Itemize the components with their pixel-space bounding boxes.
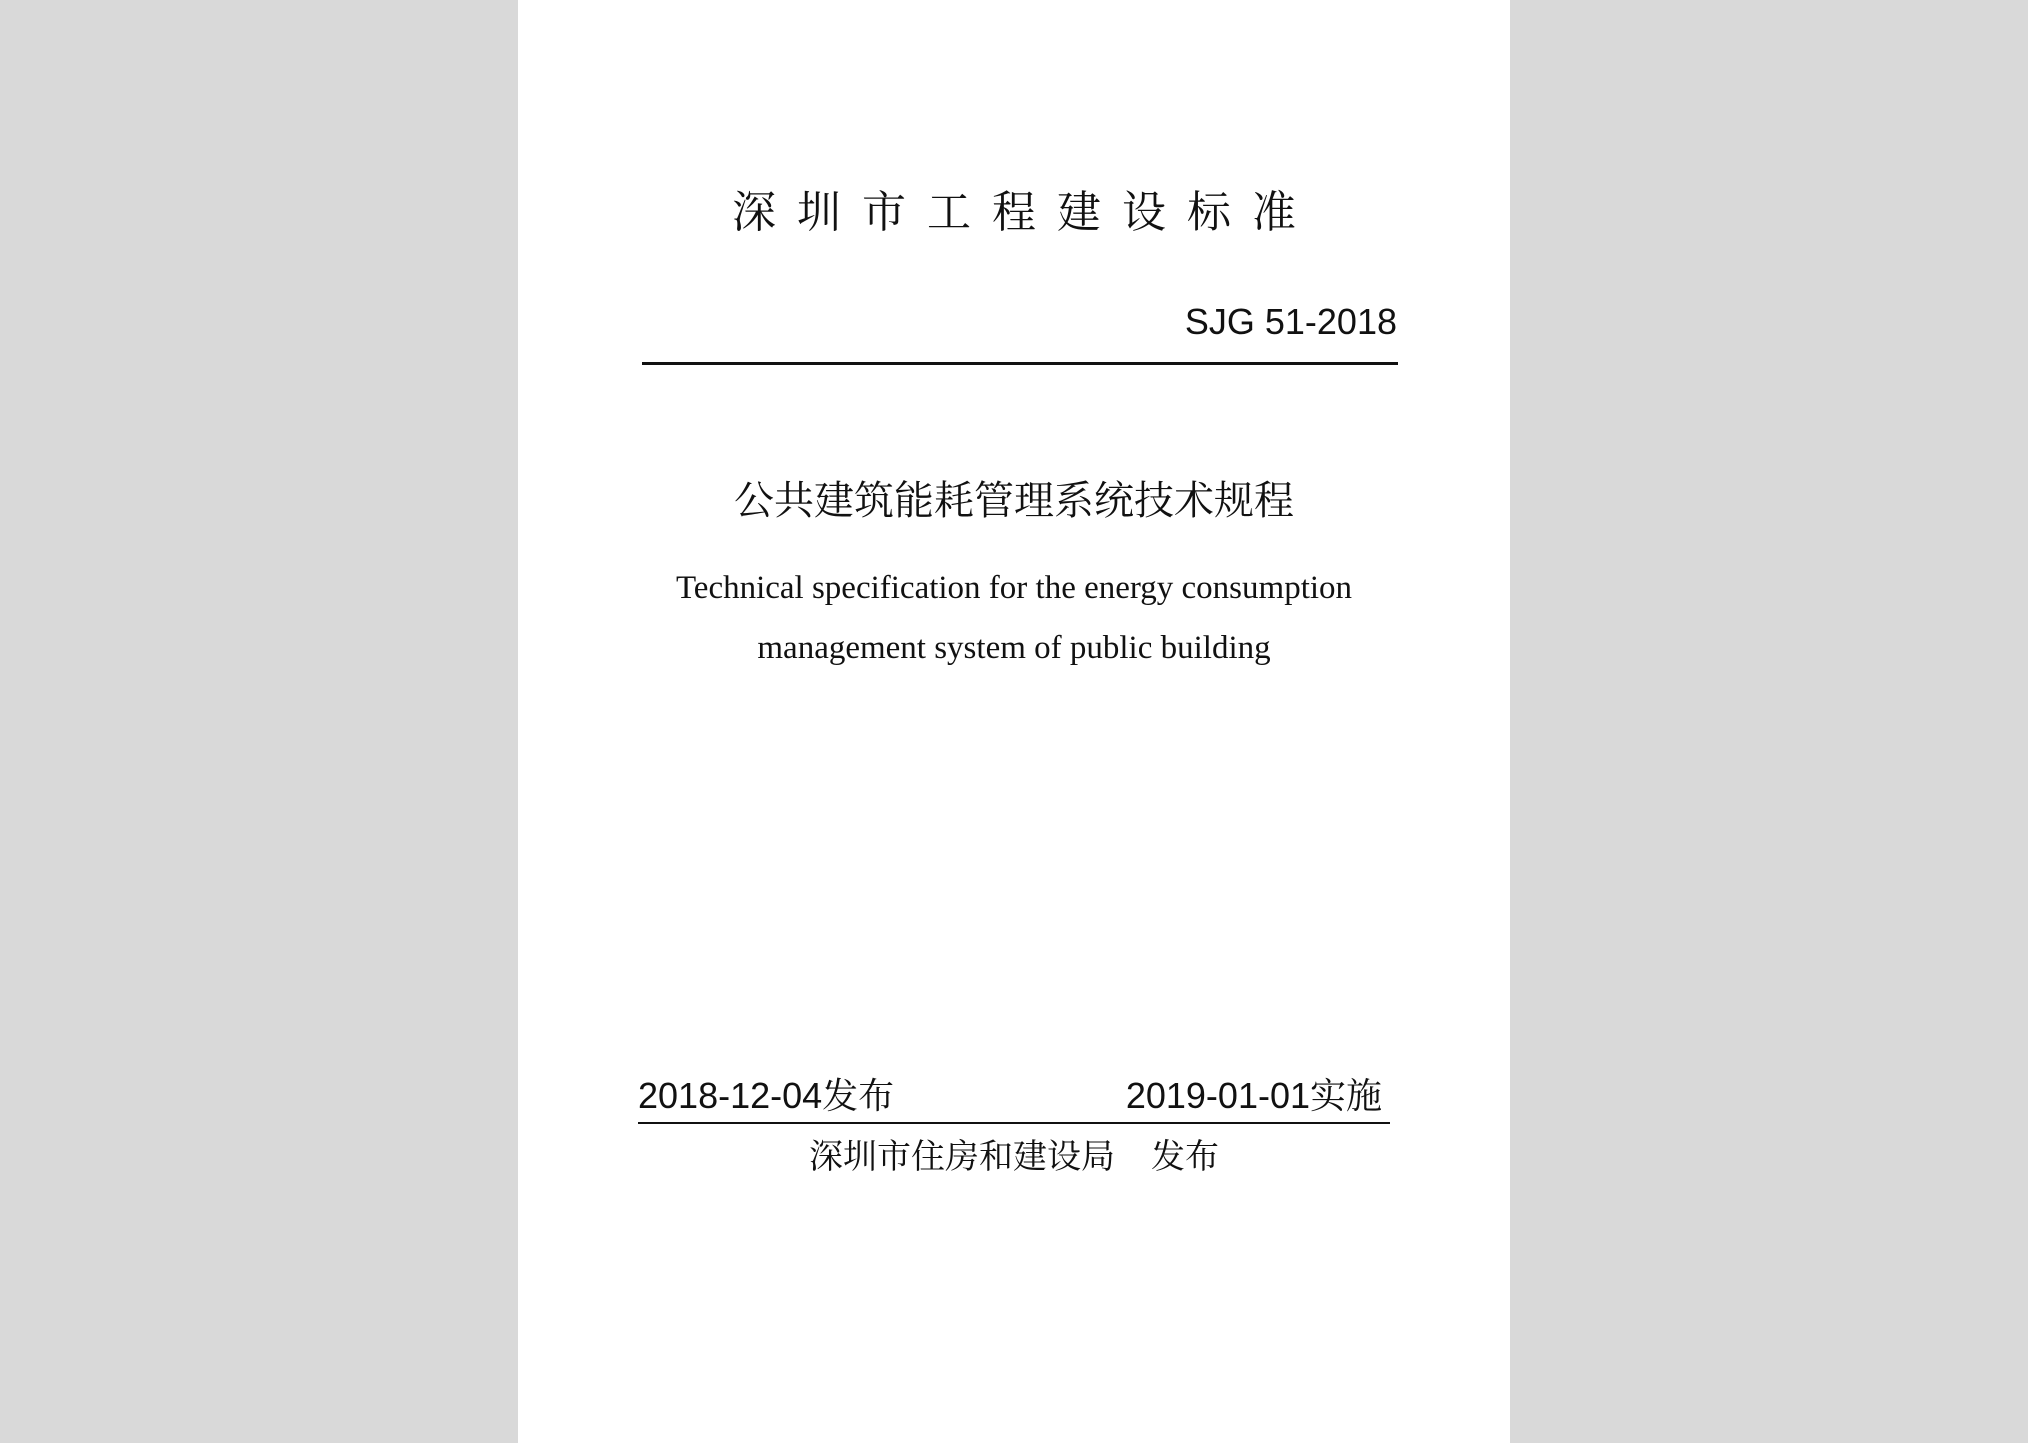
publisher-name: 深圳市住房和建设局 (809, 1137, 1115, 1177)
header-divider (642, 362, 1398, 365)
standard-category: 深圳市工程建设标准 (732, 187, 1317, 238)
title-chinese: 公共建筑能耗管理系统技术规程 (734, 478, 1294, 524)
document-page (518, 0, 1510, 1443)
publisher-action: 发布 (1151, 1137, 1219, 1177)
footer-divider (638, 1122, 1390, 1124)
standard-number: SJG 51-2018 (1184, 301, 1397, 342)
title-english-line-1: Technical specification for the energy consumption (675, 570, 1353, 606)
effective-date: 2019-01-01实施 (1125, 1075, 1382, 1116)
publisher (518, 1133, 1510, 1181)
title-english (518, 558, 1510, 678)
title-english-line-2: management system of public building (757, 630, 1271, 666)
release-date: 2018-12-04发布 (638, 1075, 895, 1116)
